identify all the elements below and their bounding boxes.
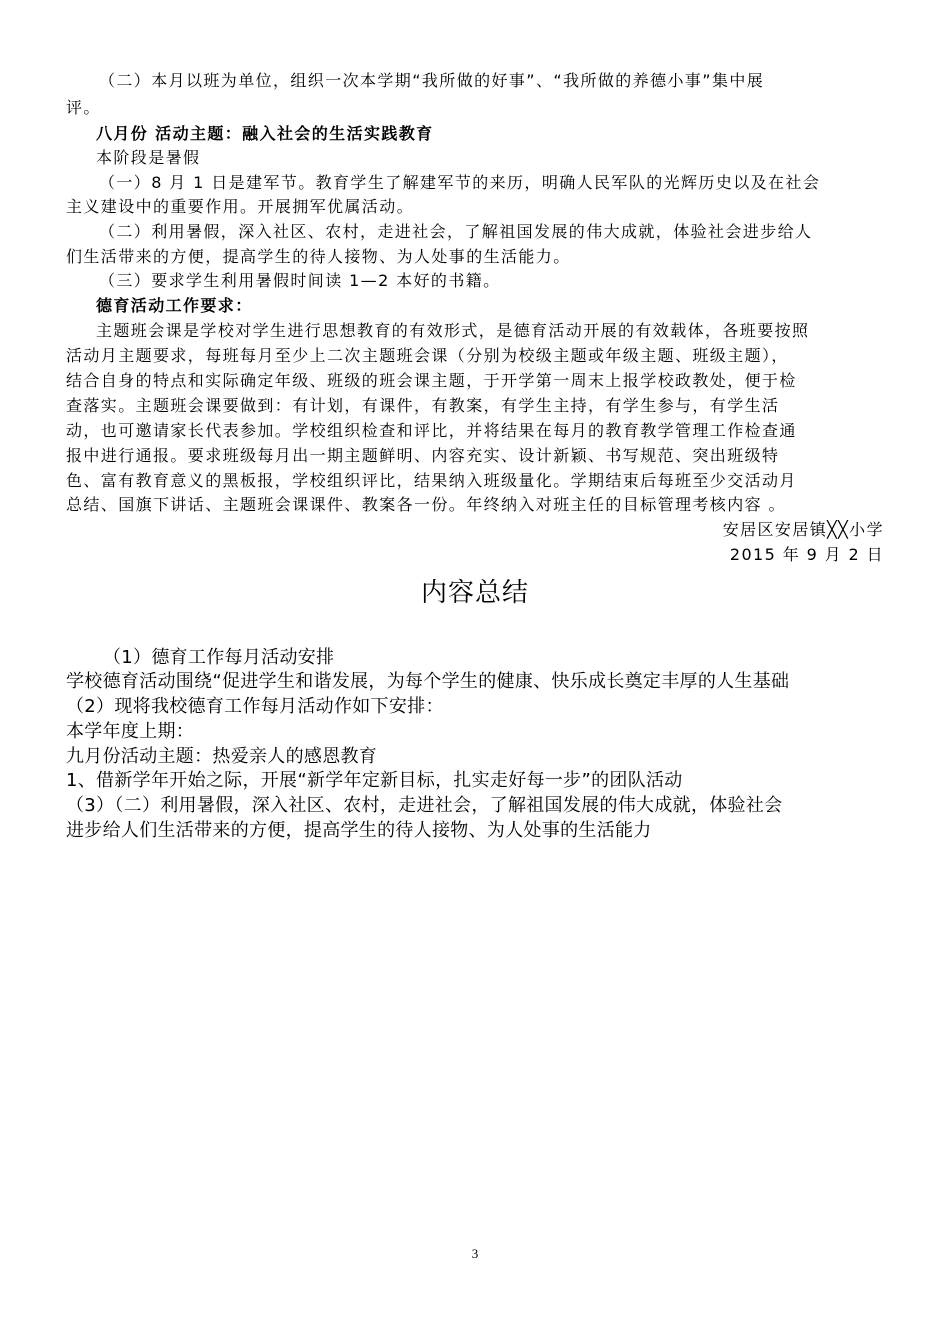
summary-line: 本学年度上期： [66, 721, 195, 742]
section-heading: 八月份 活动主题：融入社会的生活实践教育 [96, 124, 434, 143]
paragraph-line: （二）利用暑假，深入社区、农村，走进社会，了解祖国发展的伟大成就，体验社会进步给人 [99, 222, 813, 241]
paragraph-line: 评。 [66, 98, 101, 117]
summary-line: 1、借新学年开始之际，开展“新学年定新目标，扎实走好每一步”的团队活动 [66, 770, 683, 791]
page-number: 3 [471, 1246, 479, 1261]
paragraph-line: （三）要求学生利用暑假时间读 1—2 本好的书籍。 [99, 271, 501, 290]
paragraph-line: （二）本月以班为单位，组织一次本学期“我所做的好事”、“我所做的养德小事”集中展 [99, 71, 765, 90]
summary-line: （2）现将我校德育工作每月活动作如下安排： [66, 696, 444, 717]
summary-line: 学校德育活动围绕“促进学生和谐发展，为每个学生的健康、快乐成长奠定丰厚的人生基础 [66, 671, 790, 692]
paragraph-line: 色、富有教育意义的黑板报，学校组织评比，结果纳入班级量化。学期结束后每班至少交活动月 [66, 471, 797, 490]
signature-date: 2015 年 9 月 2 日 [729, 545, 884, 564]
paragraph-line: 查落实。主题班会课要做到：有计划，有课件，有教案，有学生主持，有学生参与，有学生活 [66, 396, 780, 415]
paragraph-line: 总结、国旗下讲话、主题班会课课件、教案各一份。年终纳入对班主任的目标管理考核内容 。 [66, 495, 786, 514]
paragraph-line: 动，也可邀请家长代表参加。学校组织检查和评比，并将结果在每月的教育教学管理工作检查通 [66, 421, 797, 440]
paragraph-line: （一）8 月 1 日是建军节。教育学生了解建军节的来历，明确人民军队的光辉历史以及在社会 [99, 173, 821, 192]
paragraph-line: 活动月主题要求，每班每月至少上二次主题班会课（分别为校级主题或年级主题、班级主题）， [66, 346, 789, 365]
summary-title: 内容总结 [420, 578, 529, 608]
summary-line: 进步给人们生活带来的方便，提高学生的待人接物、为人处事的生活能力 [66, 820, 652, 841]
paragraph-line: 本阶段是暑假 [96, 148, 201, 167]
paragraph-line: 们生活带来的方便，提高学生的待人接物、为人处事的生活能力。 [66, 247, 571, 266]
summary-line: 九月份活动主题：热爱亲人的感恩教育 [66, 746, 378, 767]
paragraph-line: 主义建设中的重要作用。开展拥军优属活动。 [66, 197, 415, 216]
paragraph-line: 主题班会课是学校对学生进行思想教育的有效形式，是德育活动开展的有效载体，各班要按照 [96, 321, 810, 340]
summary-line: （1）德育工作每月活动安排 [103, 647, 335, 668]
section-heading: 德育活动工作要求： [96, 296, 253, 315]
paragraph-line: 结合自身的特点和实际确定年级、班级的班会课主题，于开学第一周末上报学校政教处，便于检 [66, 371, 797, 390]
paragraph-line: 报中进行通报。要求班级每月出一期主题鲜明、内容充实、设计新颖、书写规范、突出班级特 [66, 446, 780, 465]
summary-line: （3）（二）利用暑假，深入社区、农村，走进社会，了解祖国发展的伟大成就，体验社会 [66, 795, 783, 816]
signature-school: 安居区安居镇╳╳小学 [722, 520, 884, 539]
